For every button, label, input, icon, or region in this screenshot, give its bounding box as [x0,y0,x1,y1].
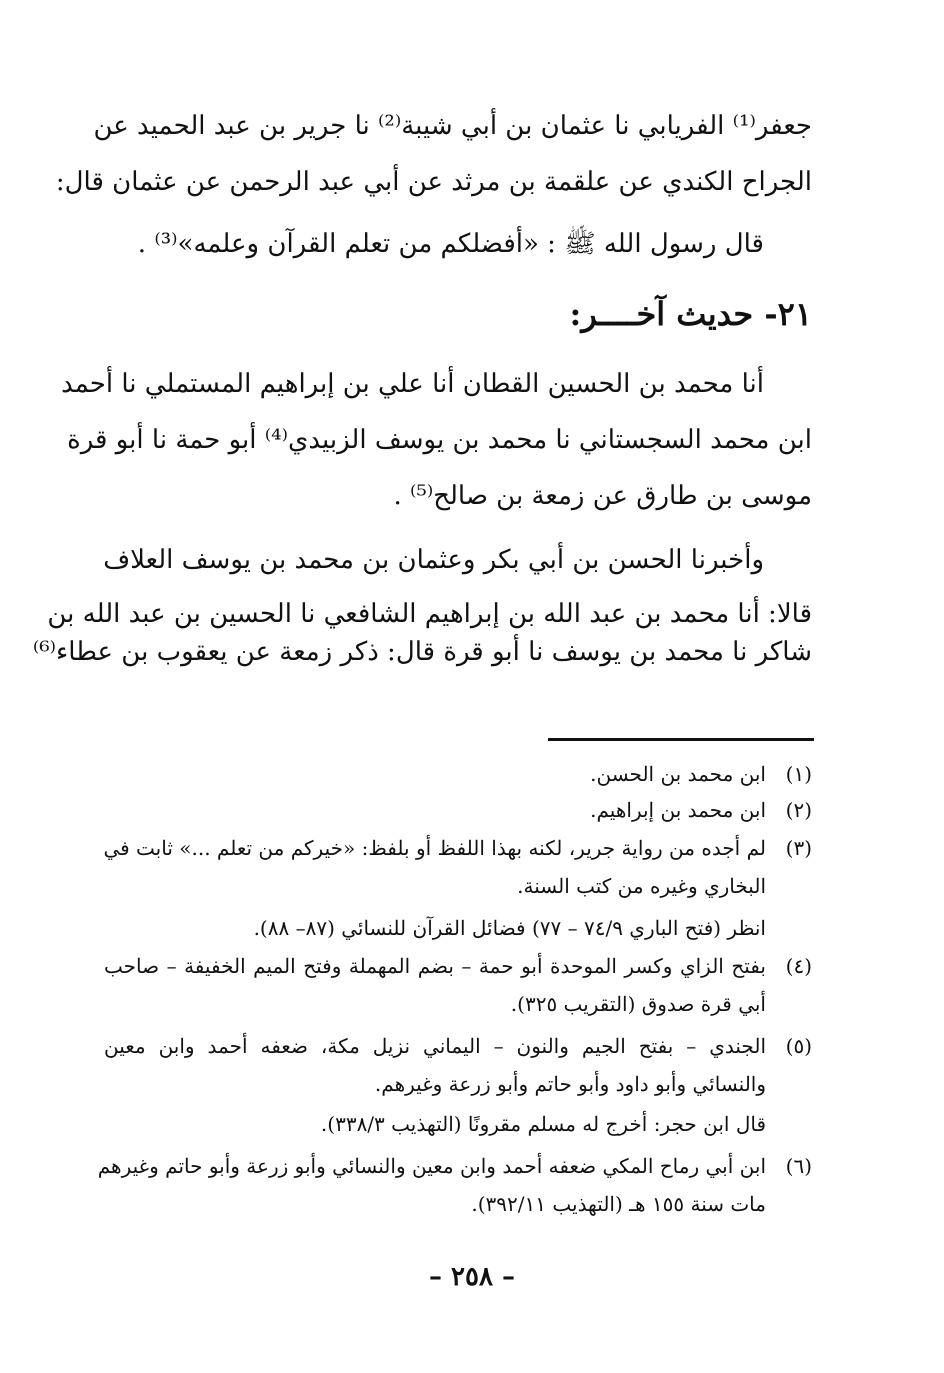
footnote-text: مات سنة ١٥٥ هـ (التهذيب ٣٩٢/١١). [471,1192,766,1216]
footnote-number: (٢) [785,798,812,822]
page-number: – ٢٥٨ – [428,1262,516,1292]
footnote-text: لم أجده من رواية جرير، لكنه بهذا اللفظ أو بلفظ: «خيركم من تعلم ...» ثابت في [103,836,766,860]
text-line: قال رسول الله ﷺ : «أفضلكم من تعلم القرآن وعلمه»⁽³⁾ . [137,229,764,259]
footnote-number: (٦) [785,1154,812,1178]
footnote-text: بفتح الزاي وكسر الموحدة أبو حمة – بضم المهملة وفتح الميم الخفيفة – صاحب [104,954,766,978]
text-line: جعفر⁽¹⁾ الفريابي نا عثمان بن أبي شيبة⁽²⁾ نا جرير بن عبد الحميد عن [93,111,812,141]
footnote-1 [104,758,812,790]
footnote-text: ابن محمد بن الحسن. [590,762,766,786]
footnote-number: (١) [785,762,812,786]
text-line: أنا محمد بن الحسين القطان أنا علي بن إبراهيم المستملي نا أحمد [61,369,764,399]
footnote-text: أبي قرة صدوق (التقريب ٣٢٥). [510,992,766,1016]
footnote-text: انظر (فتح الباري ٧٤/٩ – ٧٧) فضائل القرآن للنسائي (٨٧– ٨٨). [253,916,766,940]
text-line: وأخبرنا الحسن بن أبي بكر وعثمان بن محمد بن يوسف العلاف [103,545,764,575]
footnote-text: قال ابن حجر: أخرج له مسلم مقرونًا (التهذيب ٣٣٨/٣). [320,1112,766,1136]
text-line: الجراح الكندي عن علقمة بن مرثد عن أبي عبد الرحمن عن عثمان قال: [55,167,812,197]
footnote-text: البخاري وغيره من كتب السنة. [517,874,766,898]
text-line: ابن محمد السجستاني نا محمد بن يوسف الزبيدي⁽⁴⁾ أبو حمة نا أبو قرة [67,425,812,455]
footnote-2 [104,794,812,826]
text-line: موسى بن طارق عن زمعة بن صالح⁽⁵⁾ . [393,481,812,511]
footnote-number: (٣) [785,836,812,860]
footnote-text: ابن محمد بن إبراهيم. [590,798,766,822]
footnote-separator [548,738,814,741]
footnote-text: ابن أبي رماح المكي ضعفه أحمد وابن معين والنسائي وأبو زرعة وأبو حاتم وغيرهم [97,1154,766,1178]
footnote-number: (٥) [785,1034,812,1058]
text-line: قالا: أنا محمد بن عبد الله بن إبراهيم الشافعي نا الحسين بن عبد الله بن [47,599,812,629]
footnote-number: (٤) [785,954,812,978]
footnote-text: والنسائي وأبو داود وأبو حاتم وأبو زرعة وغيرهم. [374,1072,766,1096]
footnote-text: الجندي – بفتح الجيم والنون – اليماني نزيل مكة، ضعفه أحمد وابن معين [104,1034,766,1058]
section-heading: ٢١- حديث آخــــر: [569,295,812,333]
text-line: شاكر نا محمد بن يوسف نا أبو قرة قال: ذكر زمعة عن يعقوب بن عطاء⁽⁶⁾ [32,637,812,667]
